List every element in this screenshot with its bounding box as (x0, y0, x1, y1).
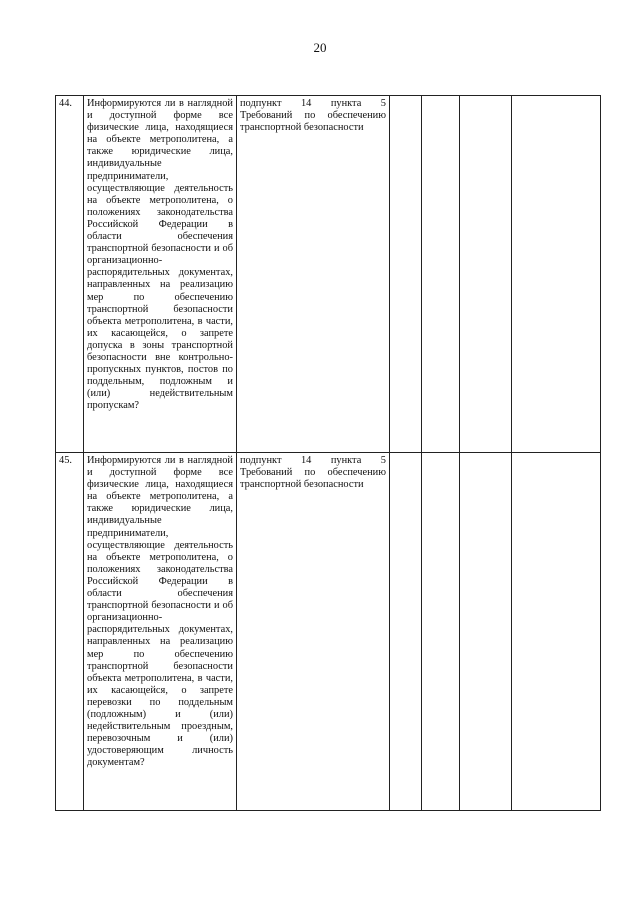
question-text: Информируются ли в наглядной и доступной форме все физические лица, находящиеся на объекте метрополитена, а также юридические лица, индивидуальные предприниматели, осуществляющие деятельность на объекте метрополитена, о положениях законодательства Российской Федерации в области обеспечения транспортной безопасности и об организационно-распорядительных документах, направленных на реализацию мер по обеспечению транспортной безопасности объекта метрополитена, в части, их касающейся, о запрете допуска в зоны транспортной безопасности вне контрольно-пропускных пунктов, постов по поддельным, подложным и (или) недействительным пропускам? (84, 96, 237, 453)
answer-na-cell (460, 453, 512, 811)
note-cell (512, 96, 601, 453)
row-number: 44. (56, 96, 84, 453)
question-text: Информируются ли в наглядной и доступной форме все физические лица, находящиеся на объекте метрополитена, а также юридические лица, индивидуальные предприниматели, осуществляющие деятельность на объекте метрополитена, о положениях законодательства Российской Федерации в области обеспечения транспортной безопасности и об организационно-распорядительных документах, направленных на реализацию мер по обеспечению транспортной безопасности объекта метрополитена, в части, их касающейся, о запрете перевозки по поддельным (подложным) и (или) недействительным проездным, перевозочным и (или) удостоверяющим личность документам? (84, 453, 237, 811)
answer-no-cell (422, 96, 460, 453)
checklist-table (55, 95, 601, 811)
answer-yes-cell (390, 453, 422, 811)
page-number: 20 (313, 40, 327, 55)
note-cell (512, 453, 601, 811)
answer-no-cell (422, 453, 460, 811)
requirement-reference: подпункт 14 пункта 5 Требований по обеспечению транспортной безопасности (237, 453, 390, 811)
answer-na-cell (460, 96, 512, 453)
table-row (56, 453, 601, 811)
requirement-reference: подпункт 14 пункта 5 Требований по обеспечению транспортной безопасности (237, 96, 390, 453)
row-number: 45. (56, 453, 84, 811)
table-row (56, 96, 601, 453)
answer-yes-cell (390, 96, 422, 453)
